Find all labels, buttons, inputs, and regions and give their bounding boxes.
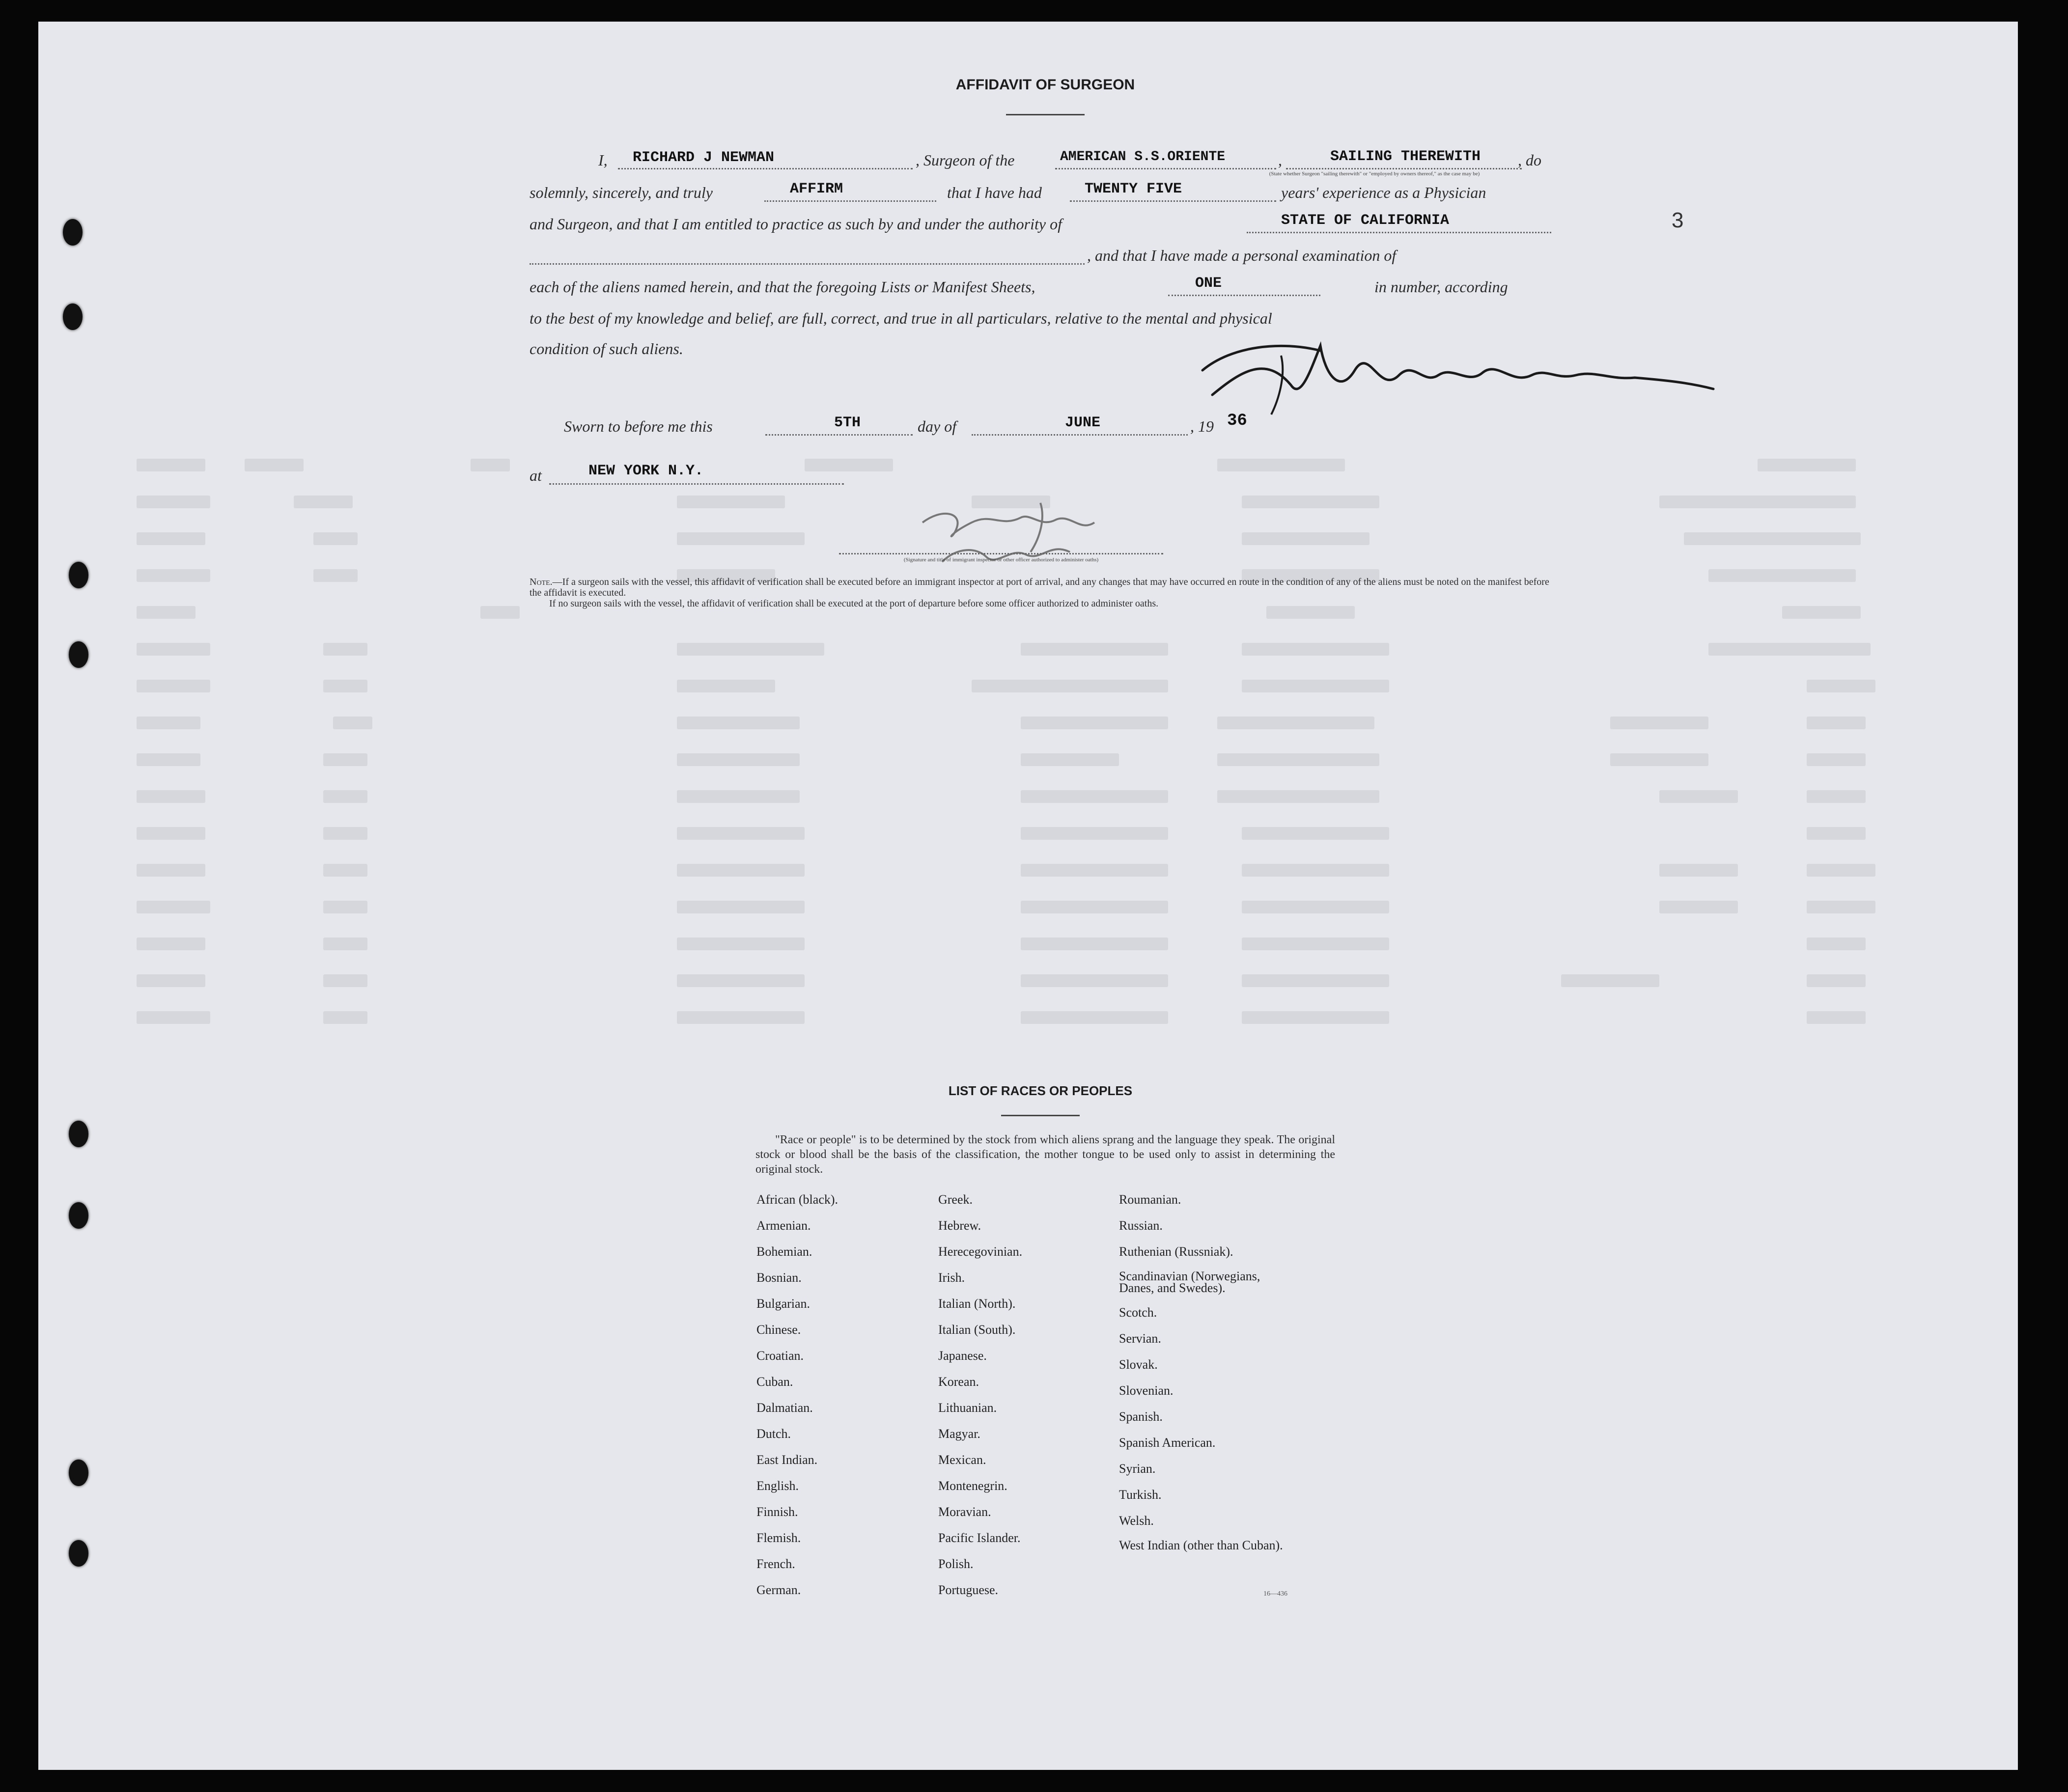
race-item: Finnish. [756,1505,798,1519]
fill-line [1070,200,1276,202]
relation-note: (State whether Surgeon "sailing therewith" or "employed by owners thereof," as the case may be) [1269,171,1480,177]
race-item: Bohemian. [756,1244,812,1259]
races-intro: "Race or people" is to be determined by the stock from which aliens sprang and the language they speak. The original stock or blood shall be the basis of the classification, the mother tongue to be used only to assist in determining the original stock. [755,1133,1335,1176]
race-item: Armenian. [756,1218,811,1233]
text: solemnly, sincerely, and truly [530,184,713,201]
fill-line [1168,295,1320,296]
races-title: LIST OF RACES OR PEOPLES [948,1083,1133,1098]
race-item: Herecegovinian. [938,1244,1023,1259]
fill-line [764,200,936,202]
race-item: German. [756,1583,801,1597]
race-item: Russian. [1119,1218,1163,1233]
note-text: If no surgeon sails with the vessel, the affidavit of verification shall be executed at the port of departure before some officer authorized to administer oaths. [549,598,1159,609]
race-item: Bulgarian. [756,1296,810,1311]
officer-caption: (Signature and title of immigrant inspector or other officer authorized to administer oaths) [903,557,1099,563]
race-item: Ruthenian (Russniak). [1119,1244,1233,1259]
race-item: Flemish. [756,1531,801,1545]
title-rule [1006,114,1085,115]
binder-hole [63,219,83,246]
race-item: Italian (North). [938,1296,1016,1311]
text: condition of such aliens. [530,340,683,358]
at-line [530,463,1551,497]
races-column-1 [756,1192,838,1609]
races-column-3 [1119,1192,1296,1563]
race-item: Syrian. [1119,1461,1156,1476]
surgeon-signature [1193,326,1733,424]
text: that I have had [947,184,1042,201]
races-title-rule [1001,1115,1080,1116]
page-number: 3 [1672,208,1684,232]
race-item: Servian. [1119,1331,1161,1346]
manifest-sheet-count: ONE [1195,275,1222,292]
sworn-month: JUNE [1065,414,1101,431]
race-item: Scotch. [1119,1305,1157,1320]
surgeon-relation: SAILING THEREWITH [1330,148,1481,165]
sworn-year: 36 [1227,412,1247,430]
sworn-day: 5TH [834,414,861,431]
form-code: 16—436 [1263,1590,1287,1598]
binder-hole [69,1121,88,1147]
race-item: East Indian. [756,1453,818,1467]
race-item: Slovenian. [1119,1383,1174,1398]
binder-hole [69,641,88,668]
fill-line [1247,232,1551,233]
text: each of the aliens named herein, and that the foregoing Lists or Manifest Sheets, [530,278,1035,296]
race-item: Slovak. [1119,1357,1158,1372]
text: , Surgeon of the [916,151,1015,169]
text: I, [598,151,608,169]
fill-line [1055,168,1276,169]
note-label: Note. [530,577,553,587]
binder-hole [69,1202,88,1229]
race-item: Portuguese. [938,1583,999,1597]
binder-hole [69,562,88,588]
races-column-2 [938,1192,1022,1609]
race-item: Welsh. [1119,1514,1154,1528]
manifest-sheet [38,22,2018,1770]
race-item: Irish. [938,1270,965,1285]
binder-hole [63,303,83,330]
fill-line [549,483,844,485]
text: , do [1518,151,1541,169]
fill-line [765,434,913,436]
race-item: Spanish. [1119,1409,1163,1424]
text: to the best of my knowledge and belief, are full, correct, and true in all particulars, relative to the mental and physical [530,309,1272,327]
affidavit-line [530,247,1551,277]
race-item: Dalmatian. [756,1401,813,1415]
race-item: Magyar. [938,1427,980,1441]
race-item: Mexican. [938,1453,986,1467]
race-item: African (black). [756,1192,838,1207]
affidavit-title: AFFIDAVIT OF SURGEON [955,77,1135,93]
race-item: Lithuanian. [938,1401,997,1415]
text: Sworn to before me this [564,417,713,435]
text: , [1278,151,1282,169]
race-item: Cuban. [756,1375,793,1389]
race-item: Turkish. [1119,1488,1162,1502]
text: and Surgeon, and that I am entitled to practice as such by and under the authority of [530,215,1062,233]
affidavit-line [530,212,1551,246]
fill-line [618,168,913,169]
text: day of [918,417,957,435]
race-item: Chinese. [756,1323,801,1337]
text: , 19 [1190,417,1214,435]
binder-hole [69,1540,88,1567]
licensing-authority: STATE OF CALIFORNIA [1281,212,1450,229]
text: at [530,467,542,484]
race-item: Hebrew. [938,1218,981,1233]
binder-hole [69,1460,88,1486]
race-item: French. [756,1557,795,1571]
race-item: Montenegrin. [938,1479,1007,1493]
race-item: Italian (South). [938,1323,1016,1337]
fill-line [1286,168,1522,169]
verification-note [530,577,1551,609]
race-item: Korean. [938,1375,979,1389]
race-item: Pacific Islander. [938,1531,1021,1545]
text: years' experience as a Physician [1281,184,1486,201]
race-item: Greek. [938,1192,973,1207]
sworn-place: NEW YORK N.Y. [588,463,704,479]
race-item: West Indian (other than Cuban). [1119,1538,1283,1552]
race-item: Roumanian. [1119,1192,1181,1207]
race-item: Scandinavian (Norwegians, Danes, and Swedes). [1119,1269,1260,1295]
sworn-line [530,412,1551,448]
affidavit-line [530,148,1551,182]
text: in number, according [1374,278,1508,296]
oath-type: AFFIRM [790,181,843,197]
race-item: Spanish American. [1119,1435,1216,1450]
race-item: Polish. [938,1557,974,1571]
race-item: Croatian. [756,1349,804,1363]
affidavit-line [530,275,1551,308]
race-item: Bosnian. [756,1270,802,1285]
surgeon-name: RICHARD J NEWMAN [633,149,775,166]
fill-line [972,434,1188,436]
vessel-name: AMERICAN S.S.ORIENTE [1060,149,1226,165]
officer-signature [883,493,1188,577]
race-item: Japanese. [938,1349,987,1363]
note-text: —If a surgeon sails with the vessel, this affidavit of verification shall be executed before an immigrant inspector at port of arrival, and any changes that may have occurred en route in the condition of any of the aliens must be noted on the manifest before the affidavit is executed. [530,577,1549,598]
race-item: Moravian. [938,1505,991,1519]
affidavit-line [530,181,1551,214]
text: , and that I have made a personal examination of [1087,247,1397,264]
years-experience: TWENTY FIVE [1085,181,1182,197]
race-item: Dutch. [756,1427,791,1441]
officer-signature-line [839,553,1163,554]
fill-line [530,263,1085,265]
race-item: English. [756,1479,799,1493]
